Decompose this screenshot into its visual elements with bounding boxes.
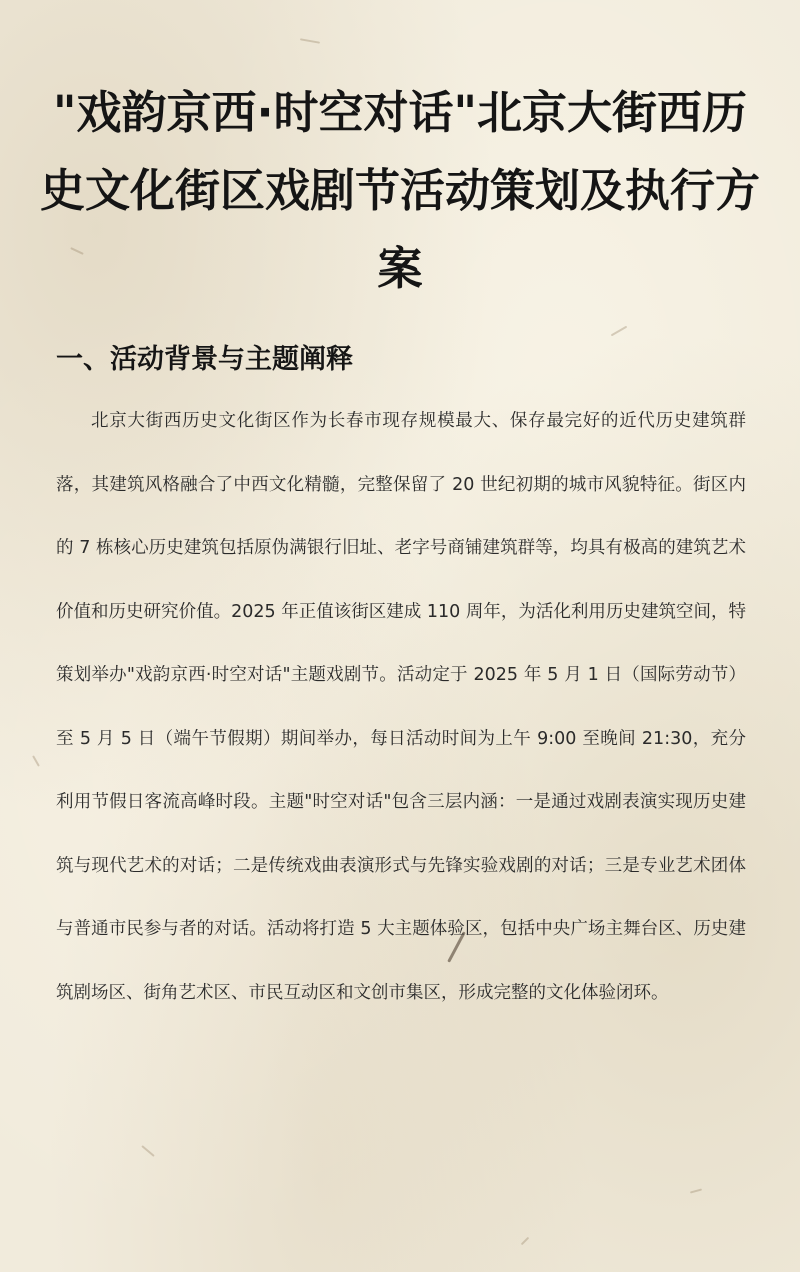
paper-fiber: [32, 755, 40, 766]
section-paragraph: 北京大街西历史文化街区作为长春市现存规模最大、保存最完好的近代历史建筑群落，其建筑风格融合了中西文化精髓，完整保留了 20 世纪初期的城市风貌特征。街区内的 7 栋核心历史建筑包括原伪满银行旧址、老字号商铺建筑群等，均具有极高的建筑艺术价值和历史研究价值。2025 年正值该街区建成 110 周年，为活化利用历史建筑空间，特策划举办"戏韵京西·时空对话"主题戏剧节。活动定于 2025 年 5 月 1 日（国际劳动节）至 5 月 5 日（端午节假期）期间举办，每日活动时间为上午 9:00 至晚间 21:30，充分利用节假日客流高峰时段。主题"时空对话"包含三层内涵：一是通过戏剧表演实现历史建筑与现代艺术的对话；二是传统戏曲表演形式与先锋实验戏剧的对话；三是专业艺术团体与普通市民参与者的对话。活动将打造 5 大主题体验区，包括中央广场主舞台区、历史建筑剧场区、街角艺术区、市民互动区和文创市集区，形成完整的文化体验闭环。: [56, 411, 746, 1003]
document-title: "戏韵京西·时空对话"北京大街西历史文化街区戏剧节活动策划及执行方案: [40, 86, 761, 295]
paper-fiber: [611, 326, 628, 337]
paper-fiber: [141, 1145, 155, 1157]
section-heading: 一、活动背景与主题阐释: [56, 344, 353, 375]
paper-fiber: [690, 1188, 702, 1193]
paper-fiber: [521, 1237, 529, 1245]
paper-fiber: [300, 38, 320, 43]
